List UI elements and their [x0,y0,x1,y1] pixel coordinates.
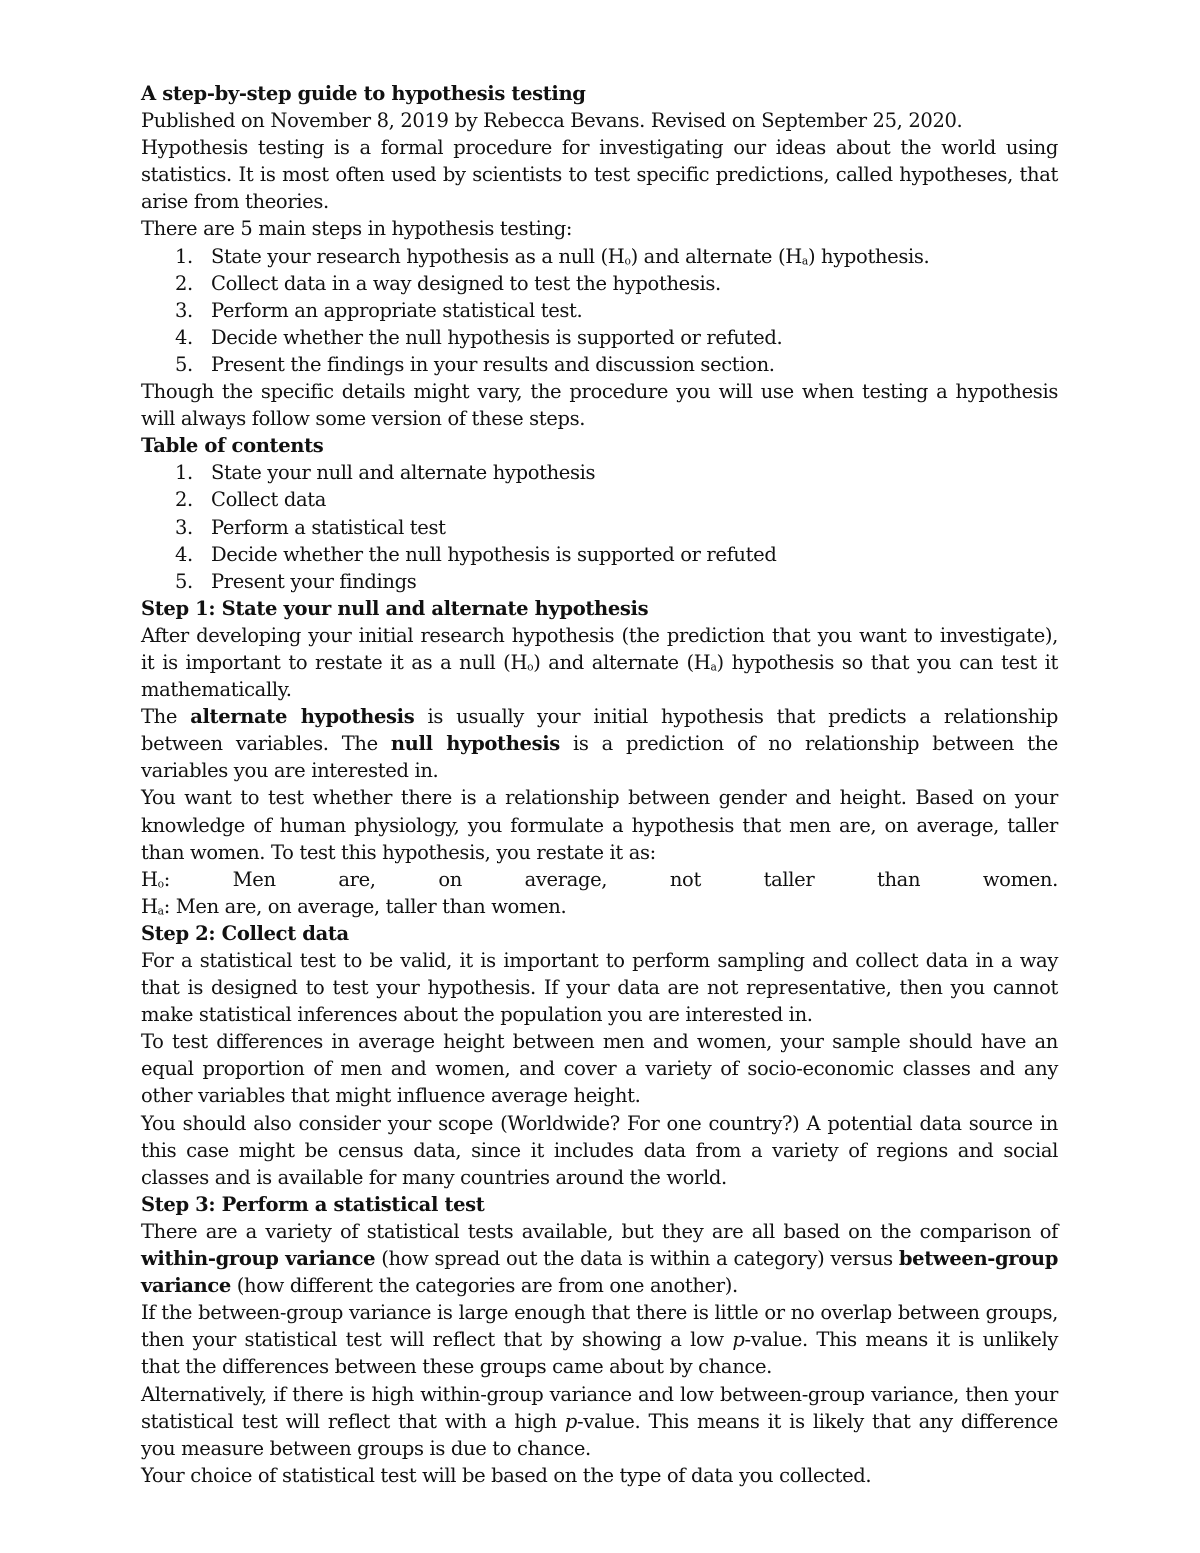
null-hypothesis-line: $H_o$: Men are, on average, not taller than women. [141,867,1058,891]
step3-heading: Step 3: Perform a statistical test [141,1192,485,1216]
step3-paragraph: If the between-group variance is large enough that there is little or no overlap between groups, then your statistical test will reflect that by showing a low p-value. This means it is unlikely that the differences between these groups came about by chance. [141,1301,1058,1379]
steps-list-item: 5. Present the findings in your results and discussion section. [141,351,1058,378]
step1-paragraph: After developing your initial research hypothesis (the prediction that you want to investigate), it is important to restate it as a null $(H_o)$ and alternate $(H_a)$ hypothesis so that you can test it mathematically. [141,623,1059,702]
list-number: 2. [175,271,193,295]
step3-paragraph: There are a variety of statistical tests available, but they are all based on the comparison of within-group variance (how spread out the data is within a category) versus between-group variance (how different the categories are from one another). [141,1219,1058,1298]
step2-paragraph: For a statistical test to be valid, it is important to perform sampling and collect data in a way that is designed to test your hypothesis. If your data are not representative, then you cannot make statistical inferences about the population you are interested in. [141,949,1058,1027]
byline: Published on November 8, 2019 by Rebecca Bevans. Revised on September 25, 2020. [141,109,963,133]
list-number: 3. [175,515,193,539]
step3-paragraph: Your choice of statistical test will be based on the type of data you collected. [141,1463,872,1487]
step2-paragraph: You should also consider your scope (Worldwide? For one country?) A potential data source in this case might be census data, since it includes data from a variety of regions and social classes and is available for many countries around the world. [141,1111,1058,1189]
toc-list [141,459,1058,594]
steps-list-item: 1. State your research hypothesis as a null $(H_o)$ and alternate $(H_a)$ hypothesis. [141,243,1058,270]
list-number: 4. [175,325,193,349]
step2-heading: Step 2: Collect data [141,921,349,945]
steps-list-item: 2. Collect data in a way designed to test the hypothesis. [141,270,1058,297]
list-number: 4. [175,542,193,566]
toc-item: 2. Collect data [141,486,1058,513]
steps-list [141,243,1058,378]
step1-heading: Step 1: State your null and alternate hypothesis [141,596,649,620]
list-number: 5. [175,352,193,376]
step1-paragraph: The alternate hypothesis is usually your initial hypothesis that predicts a relationship between variables. The null hypothesis is a prediction of no relationship between the variables you are interested in. [141,705,1058,783]
steps-intro: There are 5 main steps in hypothesis testing: [141,217,573,241]
step2-paragraph: To test differences in average height between men and women, your sample should have an equal proportion of men and women, and cover a variety of socio-economic classes and any other variables that might influence average height. [141,1030,1058,1108]
steps-list-item: 4. Decide whether the null hypothesis is supported or refuted. [141,324,1058,351]
document-body [141,80,1058,1489]
intro-paragraph: Hypothesis testing is a formal procedure for investigating our ideas about the world using statistics. It is most often used by scientists to test specific predictions, called hypotheses, that arise from theories. [141,136,1058,214]
steps-list-item: 3. Perform an appropriate statistical test. [141,297,1058,324]
toc-item: 4. Decide whether the null hypothesis is supported or refuted [141,541,1058,568]
list-number: 5. [175,569,193,593]
list-number: 1. [175,244,193,268]
toc-heading: Table of contents [141,434,324,458]
list-number: 3. [175,298,193,322]
steps-outro: Though the specific details might vary, the procedure you will use when testing a hypothesis will always follow some version of these steps. [141,380,1058,431]
step3-paragraph: Alternatively, if there is high within-group variance and low between-group variance, then your statistical test will reflect that with a high p-value. This means it is likely that any difference you measure between groups is due to chance. [141,1382,1058,1460]
toc-item: 5. Present your findings [141,568,1058,595]
toc-item: 3. Perform a statistical test [141,514,1058,541]
step1-paragraph: You want to test whether there is a relationship between gender and height. Based on your knowledge of human physiology, you formulate a hypothesis that men are, on average, taller than women. To test this hypothesis, you restate it as: [141,786,1058,864]
alternate-hypothesis-line: $H_a$: Men are, on average, taller than women. [141,894,567,918]
document-title: A step-by-step guide to hypothesis testing [141,82,586,105]
list-number: 2. [175,488,193,512]
list-number: 1. [175,461,193,485]
toc-item: 1. State your null and alternate hypothesis [141,459,1058,486]
